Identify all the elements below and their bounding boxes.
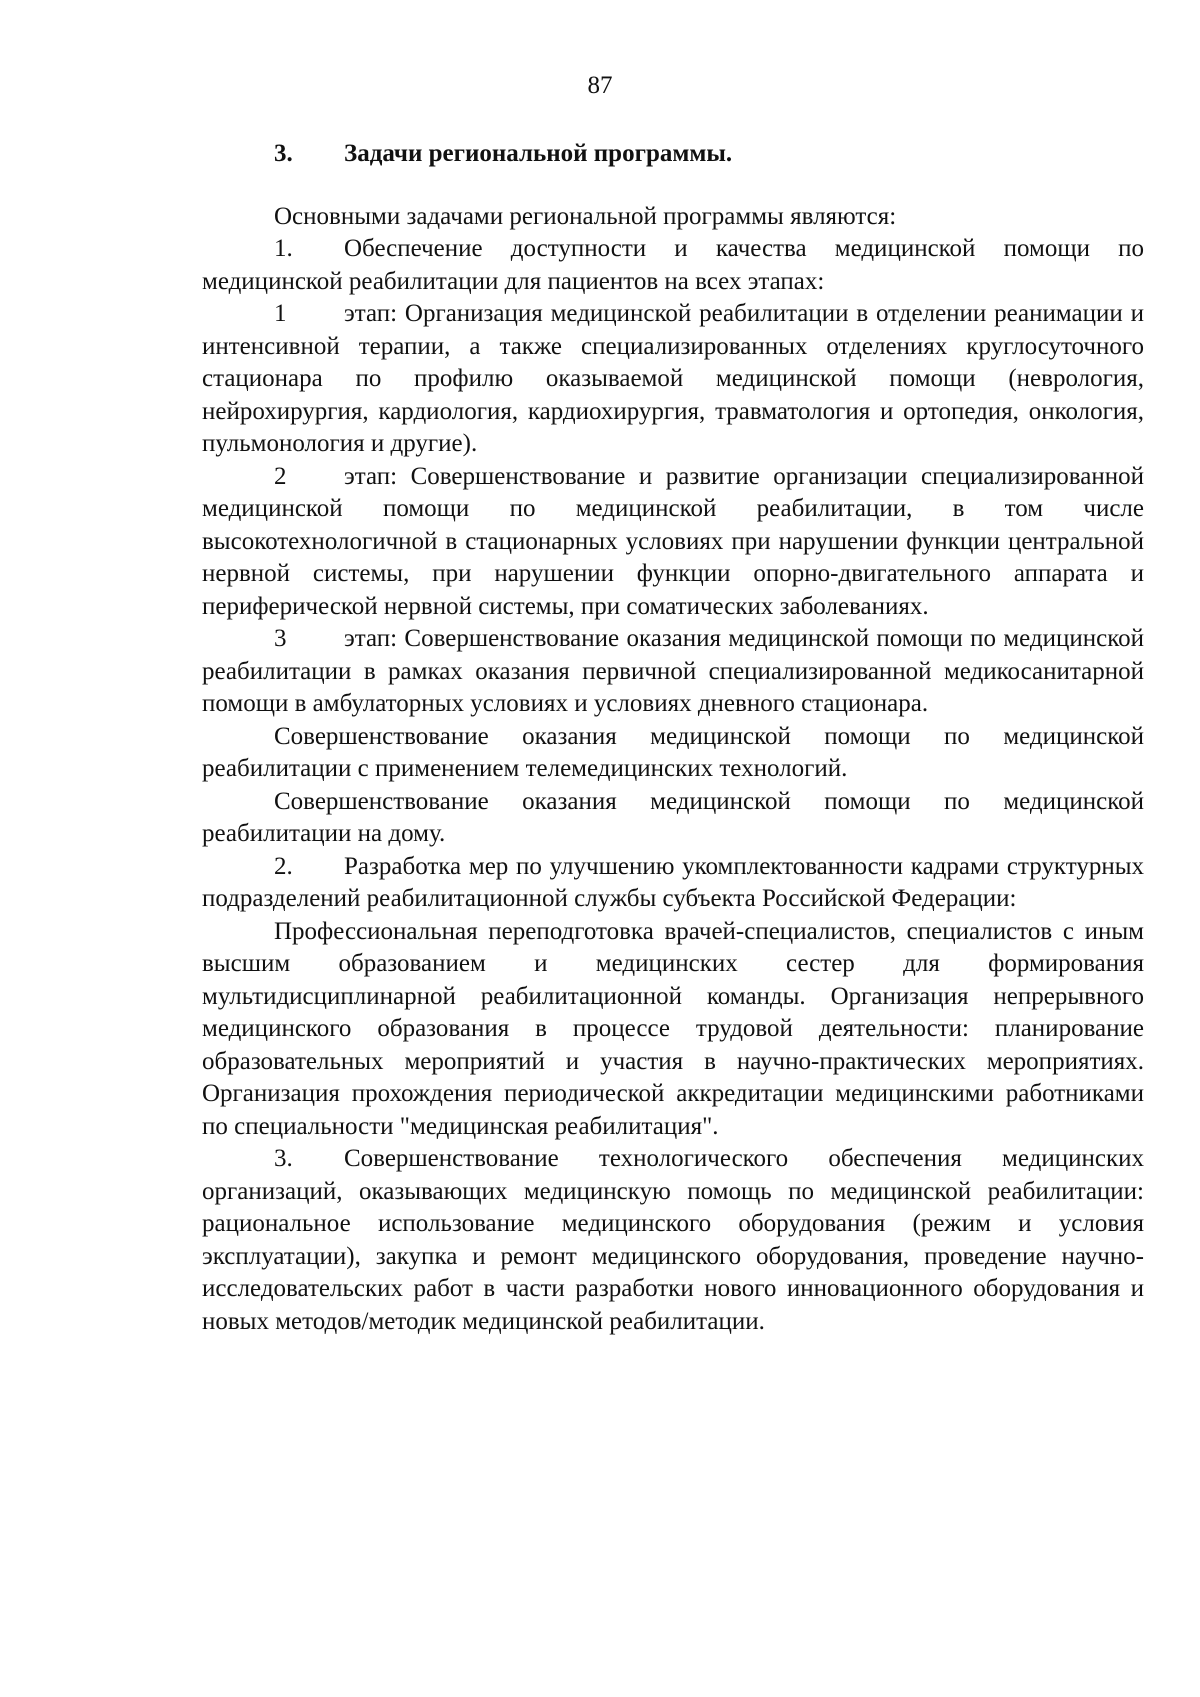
paragraph-home-care	[202, 786, 1144, 851]
page-number: 87	[587, 72, 613, 99]
paragraph-text: Обеспечение доступности и качества медицинской помощи по медицинской реабилитации для пациентов на всех этапах:	[202, 235, 1144, 295]
paragraph-stage-1	[202, 298, 1144, 461]
stage-number: 2	[274, 462, 287, 490]
paragraph-text: этап: Совершенствование оказания медицинской помощи по медицинской реабилитации в рамках оказания первичной специализированной медикосанитарной помощи в амбулаторных условиях и условиях дневного стационара.	[202, 625, 1144, 717]
section-heading	[202, 138, 1144, 171]
paragraph-text: Разработка мер по улучшению укомплектованности кадрами структурных подразделений реабилитационной службы субъекта Российской Федерации:	[202, 852, 1144, 912]
paragraph-stage-3	[202, 623, 1144, 721]
paragraph-task-1	[202, 233, 1144, 298]
section-title: Задачи региональной программы.	[344, 140, 733, 167]
paragraph-text: Основными задачами региональной программы являются:	[274, 202, 897, 230]
paragraph-task-2	[202, 851, 1144, 916]
stage-number: 1	[274, 300, 287, 327]
paragraph-text: этап: Совершенствование и развитие организации специализированной медицинской помощи по медицинской реабилитации, в том числе высокотехнологичной в стационарных условиях при нарушении функции центральной нервной системы, при нарушении функции опорно-двигательного аппарата и периферической нервной системы, при соматических заболеваниях.	[202, 462, 1144, 620]
paragraph-text: Профессиональная переподготовка врачей-специалистов, специалистов с иным высшим образованием и медицинских сестер для формирования мультидисциплинарной реабилитационной команды. Организация непрерывного медицинского образования в процессе трудовой деятельности: планирование образовательных мероприятий и участия в научно-практических мероприятиях. Организация прохождения периодической аккредитации медицинскими работниками по специальности "медицинская реабилитация".	[202, 917, 1144, 1140]
paragraph-telemedicine	[202, 721, 1144, 786]
stage-number: 3	[274, 625, 287, 652]
paragraph-text: Совершенствование технологического обеспечения медицинских организаций, оказывающих медицинскую помощь по медицинской реабилитации: рациональное использование медицинского оборудования (режим и условия эксплуатации), закупка и ремонт медицинского оборудования, проведение научно-исследовательских работ в части разработки нового инновационного оборудования и новых методов/методик медицинской реабилитации.	[202, 1145, 1144, 1335]
paragraph-text: Совершенствование оказания медицинской помощи по медицинской реабилитации с применением телемедицинских технологий.	[202, 722, 1144, 782]
paragraph-training	[202, 916, 1144, 1144]
document-body	[202, 138, 1144, 1338]
list-number: 2.	[274, 852, 293, 880]
paragraph-stage-2	[202, 461, 1144, 624]
paragraph-text: этап: Организация медицинской реабилитации в отделении реанимации и интенсивной терапии, а также специализированных отделениях круглосуточного стационара по профилю оказываемой медицинской помощи (неврология, нейрохирургия, кардиология, кардиохирургия, травматология и ортопедия, онкология, пульмонология и другие).	[202, 300, 1144, 457]
list-number: 1.	[274, 235, 293, 262]
section-number: 3.	[274, 140, 293, 167]
paragraph-text: Совершенствование оказания медицинской помощи по медицинской реабилитации на дому.	[202, 787, 1144, 847]
list-number: 3.	[274, 1145, 293, 1172]
paragraph-task-3	[202, 1143, 1144, 1338]
paragraph-intro	[202, 201, 1144, 234]
